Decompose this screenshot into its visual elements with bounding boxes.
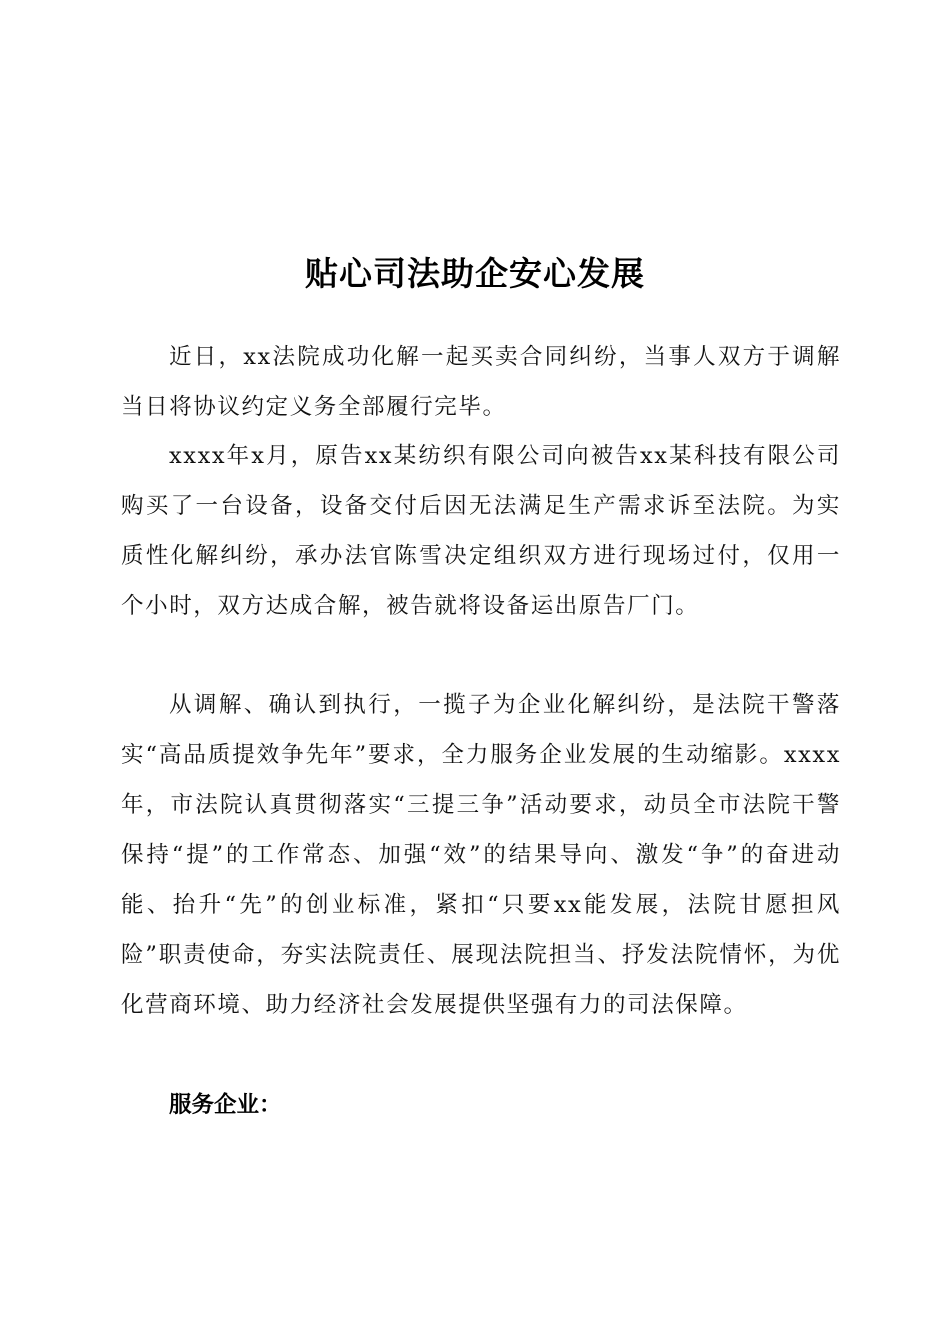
paragraph-1: 近日，xx法院成功化解一起买卖合同纠纷，当事人双方于调解当日将协议约定义务全部履行完毕。 <box>121 344 841 420</box>
paragraph-2: xxxx年x月，原告xx某纺织有限公司向被告xx某科技有限公司购买了一台设备，设备交付后因无法满足生产需求诉至法院。为实质性化解纠纷，承办法官陈雪决定组织双方进行现场过付，仅用一个小时，双方达成合解，被告就将设备运出原告厂门。 <box>121 443 841 619</box>
document-title: 贴心司法助企安心发展 <box>305 254 645 294</box>
paragraph-3: 从调解、确认到执行，一揽子为企业化解纠纷，是法院干警落实“高品质提效争先年”要求，全力服务企业发展的生动缩影。xxxx年，市法院认真贯彻落实“三提三争”活动要求，动员全市法院干警保持“提”的工作常态、加强“效”的结果导向、激发“争”的奋进动能、抬升“先”的创业标准，紧扣“只要xx能发展，法院甘愿担风险”职责使命，夯实法院责任、展现法院担当、抒发法院情怀，为优化营商环境、助力经济社会发展提供坚强有力的司法保障。 <box>121 692 841 1018</box>
section-heading: 服务企业： <box>169 1092 282 1118</box>
